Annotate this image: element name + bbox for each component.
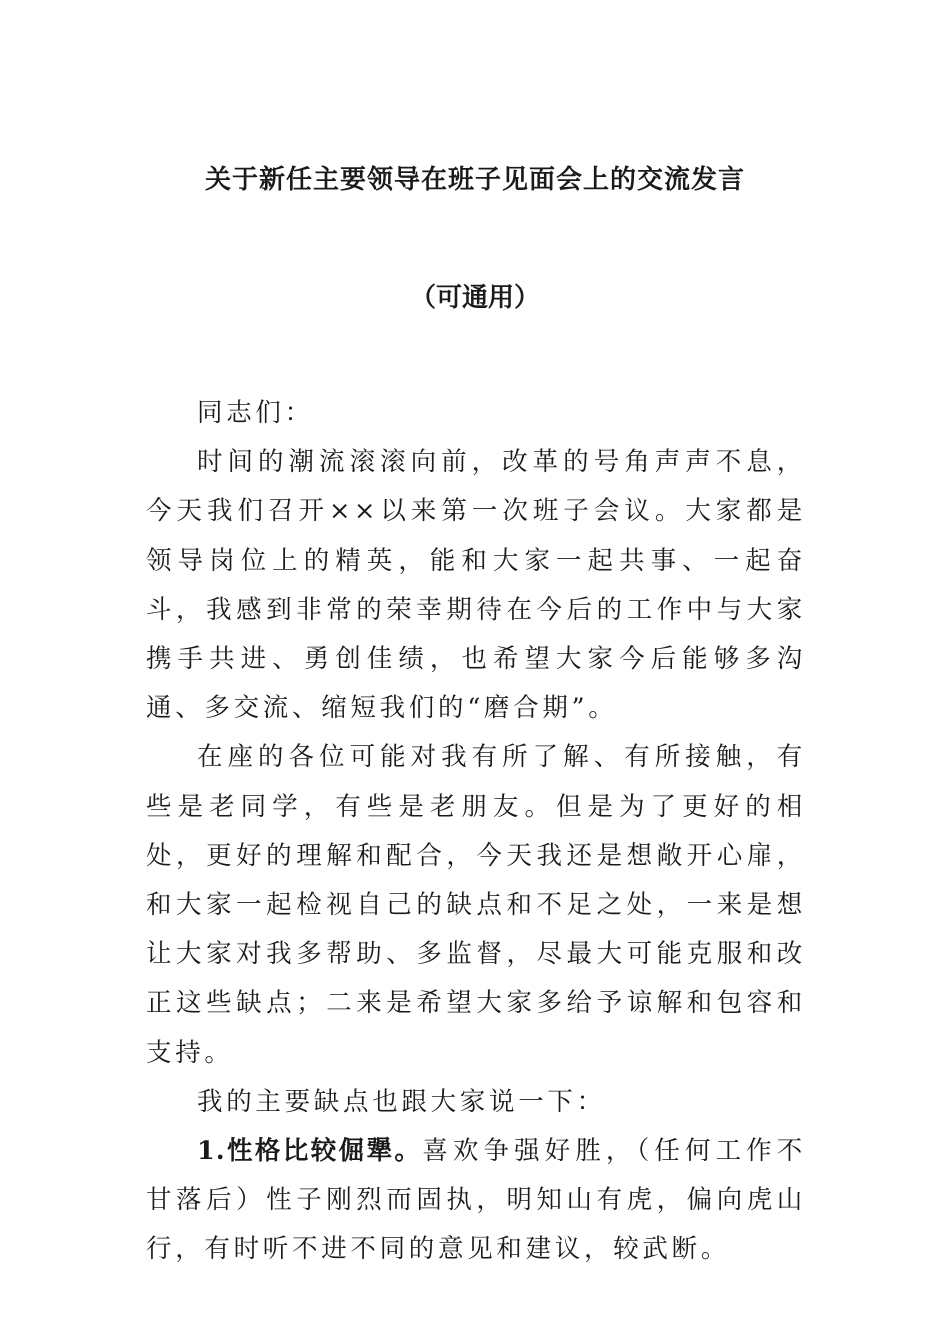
point-heading: 1.性格比较倔犟。 <box>197 1136 423 1167</box>
greeting: 同志们： <box>197 398 314 428</box>
paragraph: 在座的各位可能对我有所了解、有所接触，有些是老同学，有些是老朋友。但是为了更好的相处，更好的理解和配合，今天我还是想敞开心扉，和大家一起检视自己的缺点和不足之处，一来是想让大家对我多帮助、多监督，尽最大可能克服和改正这些缺点；二来是希望大家多给予谅解和包容和支持。 <box>146 742 806 1068</box>
document-body <box>146 389 806 1275</box>
paragraph: 我的主要缺点也跟大家说一下： <box>197 1086 606 1117</box>
numbered-point <box>146 1127 806 1275</box>
point-text: 喜欢争强好胜，（任何工作不甘落后）性子刚烈而固执，明知山有虎，偏向虎山行，有时听不进不同的意见和建议，较武断。 <box>146 1136 806 1265</box>
paragraph: 时间的潮流滚滚向前，改革的号角声声不息，今天我们召开××以来第一次班子会议。大家都是领导岗位上的精英，能和大家一起共事、一起奋斗，我感到非常的荣幸期待在今后的工作中与大家携手共进、勇创佳绩，也希望大家今后能够多沟通、多交流、缩短我们的“磨合期”。 <box>146 447 806 724</box>
document-subtitle: （可通用） <box>409 283 540 313</box>
document-title: 关于新任主要领导在班子见面会上的交流发言 <box>204 165 745 195</box>
